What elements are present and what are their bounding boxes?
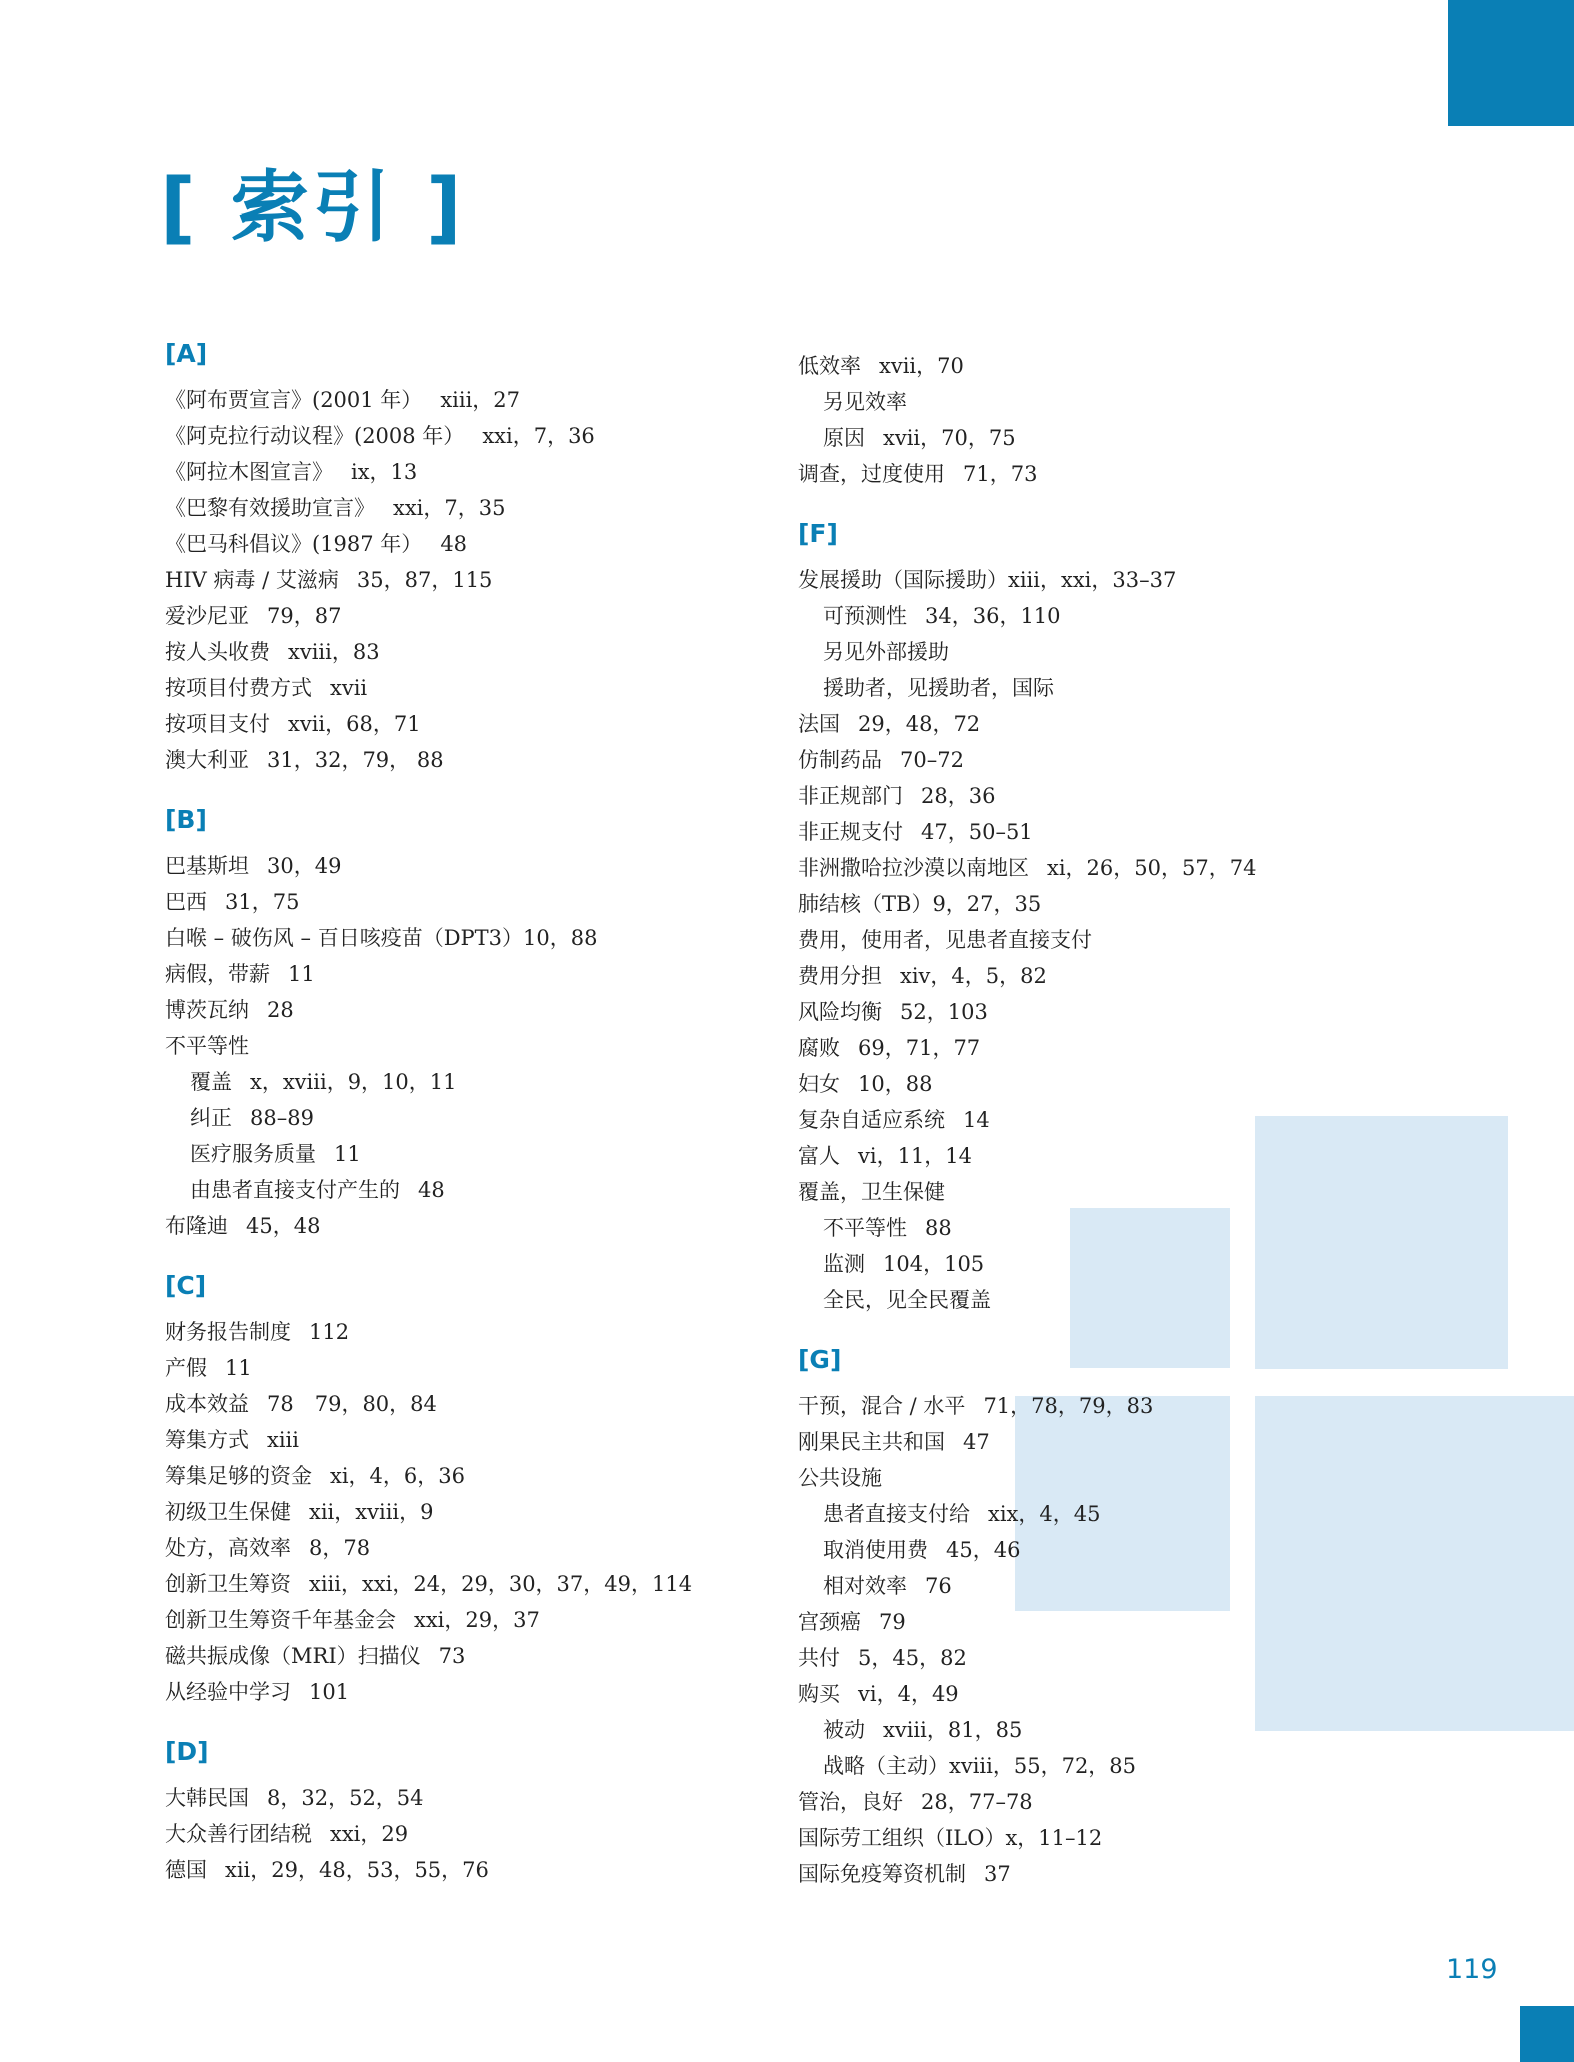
index-subentry xyxy=(798,1210,1398,1246)
index-pages: 73 xyxy=(438,1644,466,1668)
index-term: 非洲撒哈拉沙漠以南地区 xyxy=(798,856,1029,880)
index-pages: xvii，68，71 xyxy=(288,712,421,736)
index-term: 监测 xyxy=(823,1252,865,1276)
index-term: 巴西 xyxy=(165,890,207,914)
index-term: 刚果民主共和国 xyxy=(798,1430,945,1454)
index-term: 大众善行团结税 xyxy=(165,1822,312,1846)
index-entry xyxy=(798,1784,1398,1820)
index-pages: xxi，29 xyxy=(330,1822,409,1846)
index-term: 被动 xyxy=(823,1718,865,1742)
index-subentry xyxy=(798,1282,1398,1318)
index-entry xyxy=(165,706,765,742)
index-entry xyxy=(798,1388,1398,1424)
index-term: 成本效益 xyxy=(165,1392,249,1416)
index-term: 取消使用费 xyxy=(823,1538,928,1562)
index-term: 覆盖 xyxy=(190,1070,232,1094)
index-term: 非正规部门 xyxy=(798,784,903,808)
index-entry xyxy=(165,884,765,920)
index-pages: xviii，83 xyxy=(288,640,380,664)
index-pages: xxi，29，37 xyxy=(414,1608,540,1632)
index-term: 磁共振成像（MRI）扫描仪 xyxy=(165,1644,421,1668)
index-entry xyxy=(798,1640,1398,1676)
index-term: 病假，带薪 xyxy=(165,962,270,986)
index-entry xyxy=(798,1676,1398,1712)
index-term: 费用分担 xyxy=(798,964,882,988)
index-term: 全民，见全民覆盖 xyxy=(823,1288,991,1312)
index-term: 富人 xyxy=(798,1144,840,1168)
index-term: 《阿布贾宣言》(2001 年） xyxy=(165,388,423,412)
index-term: 博茨瓦纳 xyxy=(165,998,249,1022)
index-pages: xxi，7，36 xyxy=(482,424,595,448)
index-entry xyxy=(165,634,765,670)
index-entry xyxy=(798,742,1398,778)
index-entry xyxy=(798,1066,1398,1102)
index-term: 《阿拉木图宣言》 xyxy=(165,460,333,484)
index-subentry xyxy=(798,598,1398,634)
index-entry xyxy=(165,562,765,598)
index-term: 不平等性 xyxy=(165,1034,249,1058)
index-pages: 88–89 xyxy=(250,1106,314,1130)
section-a-entries xyxy=(165,382,765,778)
index-pages: xxi，7，35 xyxy=(393,496,506,520)
index-pages: xvii，70 xyxy=(879,354,964,378)
section-header-a: [A] xyxy=(165,339,208,368)
index-pages: 11 xyxy=(225,1356,252,1380)
index-entry xyxy=(165,382,765,418)
index-term: 风险均衡 xyxy=(798,1000,882,1024)
index-entry xyxy=(165,1530,765,1566)
section-header-d: [D] xyxy=(165,1737,209,1766)
index-term: 从经验中学习 xyxy=(165,1680,291,1704)
index-pages: 34，36，110 xyxy=(925,604,1061,628)
index-term: 筹集方式 xyxy=(165,1428,249,1452)
index-term: HIV 病毒 / 艾滋病 xyxy=(165,568,339,592)
index-pages: xi，4，6，36 xyxy=(330,1464,466,1488)
index-subentry xyxy=(798,384,1398,420)
index-entry xyxy=(165,1458,765,1494)
section-header-c: [C] xyxy=(165,1271,207,1300)
index-entry xyxy=(165,1816,765,1852)
index-term: 澳大利亚 xyxy=(165,748,249,772)
index-column-right xyxy=(798,348,1398,1892)
index-entry xyxy=(798,1102,1398,1138)
index-entry xyxy=(165,742,765,778)
index-subentry xyxy=(798,1532,1398,1568)
index-entry xyxy=(798,1424,1398,1460)
index-pages: 101 xyxy=(309,1680,350,1704)
section-header-f: [F] xyxy=(798,519,838,548)
index-entry xyxy=(165,1674,765,1710)
index-term: 管治，良好 xyxy=(798,1790,903,1814)
index-entry xyxy=(798,348,1398,384)
index-subentry xyxy=(798,634,1398,670)
index-pages: xii，xviii，9 xyxy=(309,1500,434,1524)
index-pages: 45，46 xyxy=(946,1538,1021,1562)
index-pages: 76 xyxy=(925,1574,952,1598)
index-entry xyxy=(798,778,1398,814)
index-pages: 8，32，52，54 xyxy=(267,1786,424,1810)
index-term: 按人头收费 xyxy=(165,640,270,664)
index-entry xyxy=(165,1852,765,1888)
index-pages: 11 xyxy=(334,1142,361,1166)
index-term: 《巴黎有效援助宣言》 xyxy=(165,496,375,520)
index-pages: 45，48 xyxy=(246,1214,321,1238)
index-term: 产假 xyxy=(165,1356,207,1380)
index-entry xyxy=(798,850,1398,886)
index-subentry xyxy=(798,1568,1398,1604)
index-term: 发展援助（国际援助）xiii，xxi，33–37 xyxy=(798,568,1177,592)
index-term: 初级卫生保健 xyxy=(165,1500,291,1524)
index-pages: 14 xyxy=(963,1108,990,1132)
index-pages: 31，75 xyxy=(225,890,300,914)
index-term: 布隆迪 xyxy=(165,1214,228,1238)
index-term: 按项目支付 xyxy=(165,712,270,736)
section-header-g: [G] xyxy=(798,1345,842,1374)
index-subentry xyxy=(798,420,1398,456)
index-entry xyxy=(798,1138,1398,1174)
index-subentry xyxy=(798,1748,1398,1784)
index-entry xyxy=(165,920,765,956)
index-entry xyxy=(165,670,765,706)
index-term: 法国 xyxy=(798,712,840,736)
index-term: 低效率 xyxy=(798,354,861,378)
index-pages: 10，88 xyxy=(858,1072,933,1096)
corner-accent-top xyxy=(1448,0,1574,126)
index-pages: 28，77–78 xyxy=(921,1790,1033,1814)
index-pages: ix，13 xyxy=(351,460,418,484)
index-entry xyxy=(798,814,1398,850)
index-term: 《巴马科倡议》(1987 年） xyxy=(165,532,423,556)
index-pages: xix，4，45 xyxy=(988,1502,1101,1526)
index-term: 干预，混合 / 水平 xyxy=(798,1394,966,1418)
index-entry xyxy=(798,1460,1398,1496)
section-header-b: [B] xyxy=(165,805,207,834)
index-pages: 71，73 xyxy=(963,462,1038,486)
index-pages: 78 79，80，84 xyxy=(267,1392,437,1416)
index-entry xyxy=(165,956,765,992)
index-entry xyxy=(798,958,1398,994)
index-pages: 29，48，72 xyxy=(858,712,981,736)
index-term: 创新卫生筹资 xyxy=(165,1572,291,1596)
index-pages: vi，11，14 xyxy=(858,1144,973,1168)
index-pages: 70–72 xyxy=(900,748,964,772)
index-pages: 28 xyxy=(267,998,294,1022)
index-term: 腐败 xyxy=(798,1036,840,1060)
index-term: 覆盖，卫生保健 xyxy=(798,1180,945,1204)
index-entry xyxy=(165,1350,765,1386)
index-term: 调查，过度使用 xyxy=(798,462,945,486)
index-term: 宫颈癌 xyxy=(798,1610,861,1634)
index-term: 患者直接支付给 xyxy=(823,1502,970,1526)
index-term: 按项目付费方式 xyxy=(165,676,312,700)
index-term: 筹集足够的资金 xyxy=(165,1464,312,1488)
index-pages: 79，87 xyxy=(267,604,342,628)
section-f-entries xyxy=(798,562,1398,1318)
index-term: 财务报告制度 xyxy=(165,1320,291,1344)
index-pages: x，xviii，9，10，11 xyxy=(250,1070,457,1094)
index-pages: 37 xyxy=(984,1862,1011,1886)
index-entry xyxy=(798,1174,1398,1210)
index-term: 另见效率 xyxy=(823,390,907,414)
index-pages: xvii，70，75 xyxy=(883,426,1016,450)
index-pages: 69，71，77 xyxy=(858,1036,981,1060)
index-term: 援助者，见援助者，国际 xyxy=(823,676,1054,700)
index-entry xyxy=(798,706,1398,742)
index-entry xyxy=(798,1030,1398,1066)
index-entry xyxy=(798,1604,1398,1640)
index-term: 国际劳工组织（ILO）x，11–12 xyxy=(798,1826,1103,1850)
index-entry xyxy=(165,1566,765,1602)
index-entry xyxy=(165,1386,765,1422)
index-pages: 31，32，79， 88 xyxy=(267,748,444,772)
index-pages: 8，78 xyxy=(309,1536,371,1560)
index-pages: 112 xyxy=(309,1320,350,1344)
index-entry xyxy=(798,456,1398,492)
index-term: 仿制药品 xyxy=(798,748,882,772)
index-term: 购买 xyxy=(798,1682,840,1706)
index-pages: xiii xyxy=(267,1428,299,1452)
index-term: 费用，使用者，见患者直接支付 xyxy=(798,928,1092,952)
index-term: 巴基斯坦 xyxy=(165,854,249,878)
index-term: 国际免疫筹资机制 xyxy=(798,1862,966,1886)
section-d-continued-entries xyxy=(798,348,1398,492)
index-entry xyxy=(798,994,1398,1030)
index-entry xyxy=(165,1422,765,1458)
index-entry xyxy=(165,1638,765,1674)
index-term: 爱沙尼亚 xyxy=(165,604,249,628)
index-pages: 30，49 xyxy=(267,854,342,878)
index-subentry xyxy=(798,1246,1398,1282)
index-pages: 104，105 xyxy=(883,1252,985,1276)
index-entry xyxy=(165,418,765,454)
index-subentry xyxy=(165,1172,765,1208)
index-term: 另见外部援助 xyxy=(823,640,949,664)
index-pages: 79 xyxy=(879,1610,906,1634)
index-pages: xiii，xxi，24，29，30，37，49，114 xyxy=(309,1572,693,1596)
index-pages: xvii xyxy=(330,676,368,700)
corner-accent-bottom xyxy=(1520,2006,1574,2062)
index-entry xyxy=(798,562,1398,598)
index-term: 肺结核（TB）9，27，35 xyxy=(798,892,1042,916)
index-term: 战略（主动）xviii，55，72，85 xyxy=(823,1754,1137,1778)
index-entry xyxy=(165,848,765,884)
index-entry xyxy=(798,922,1398,958)
page-title: [ 索引 ] xyxy=(160,163,466,253)
index-entry xyxy=(165,992,765,1028)
index-subentry xyxy=(165,1100,765,1136)
index-pages: 47 xyxy=(963,1430,990,1454)
index-entry xyxy=(165,1780,765,1816)
index-entry xyxy=(165,1208,765,1244)
index-entry xyxy=(165,490,765,526)
index-pages: 88 xyxy=(925,1216,952,1240)
index-term: 《阿克拉行动议程》(2008 年） xyxy=(165,424,465,448)
index-term: 可预测性 xyxy=(823,604,907,628)
index-entry xyxy=(165,598,765,634)
index-term: 不平等性 xyxy=(823,1216,907,1240)
index-pages: 5，45，82 xyxy=(858,1646,967,1670)
index-pages: xi，26，50，57，74 xyxy=(1047,856,1257,880)
index-entry xyxy=(798,886,1398,922)
section-g-entries xyxy=(798,1388,1398,1892)
index-term: 纠正 xyxy=(190,1106,232,1130)
index-subentry xyxy=(798,1712,1398,1748)
index-term: 公共设施 xyxy=(798,1466,882,1490)
index-pages: 48 xyxy=(440,532,468,556)
index-entry xyxy=(165,1028,765,1064)
page-number: 119 xyxy=(1446,1954,1498,1985)
index-term: 创新卫生筹资千年基金会 xyxy=(165,1608,396,1632)
index-pages: xiii，27 xyxy=(440,388,521,412)
index-term: 妇女 xyxy=(798,1072,840,1096)
index-term: 白喉 – 破伤风 – 百日咳疫苗（DPT3）10，88 xyxy=(165,926,598,950)
index-pages: xiv，4，5，82 xyxy=(900,964,1047,988)
index-subentry xyxy=(165,1136,765,1172)
index-pages: 52，103 xyxy=(900,1000,988,1024)
index-pages: xii，29，48，53，55，76 xyxy=(225,1858,489,1882)
index-term: 大韩民国 xyxy=(165,1786,249,1810)
index-term: 由患者直接支付产生的 xyxy=(190,1178,400,1202)
index-subentry xyxy=(798,1496,1398,1532)
index-pages: 35，87，115 xyxy=(356,568,493,592)
index-pages: 71，78，79，83 xyxy=(983,1394,1154,1418)
section-d-entries xyxy=(165,1780,765,1888)
index-entry xyxy=(165,1602,765,1638)
index-pages: xviii，81，85 xyxy=(883,1718,1023,1742)
index-subentry xyxy=(165,1064,765,1100)
index-pages: 47，50–51 xyxy=(921,820,1033,844)
index-term: 相对效率 xyxy=(823,1574,907,1598)
section-b-entries xyxy=(165,848,765,1244)
index-pages: 48 xyxy=(418,1178,445,1202)
index-term: 处方，高效率 xyxy=(165,1536,291,1560)
index-column-left xyxy=(165,336,765,1888)
index-entry xyxy=(165,1494,765,1530)
index-entry xyxy=(798,1856,1398,1892)
index-subentry xyxy=(798,670,1398,706)
index-term: 德国 xyxy=(165,1858,207,1882)
index-term: 复杂自适应系统 xyxy=(798,1108,945,1132)
index-term: 原因 xyxy=(823,426,865,450)
index-pages: 28，36 xyxy=(921,784,996,808)
index-entry xyxy=(165,526,765,562)
index-term: 共付 xyxy=(798,1646,840,1670)
index-term: 非正规支付 xyxy=(798,820,903,844)
section-c-entries xyxy=(165,1314,765,1710)
index-entry xyxy=(165,454,765,490)
index-entry xyxy=(798,1820,1398,1856)
index-pages: vi，4，49 xyxy=(858,1682,959,1706)
index-entry xyxy=(165,1314,765,1350)
index-pages: 11 xyxy=(288,962,315,986)
index-term: 医疗服务质量 xyxy=(190,1142,316,1166)
